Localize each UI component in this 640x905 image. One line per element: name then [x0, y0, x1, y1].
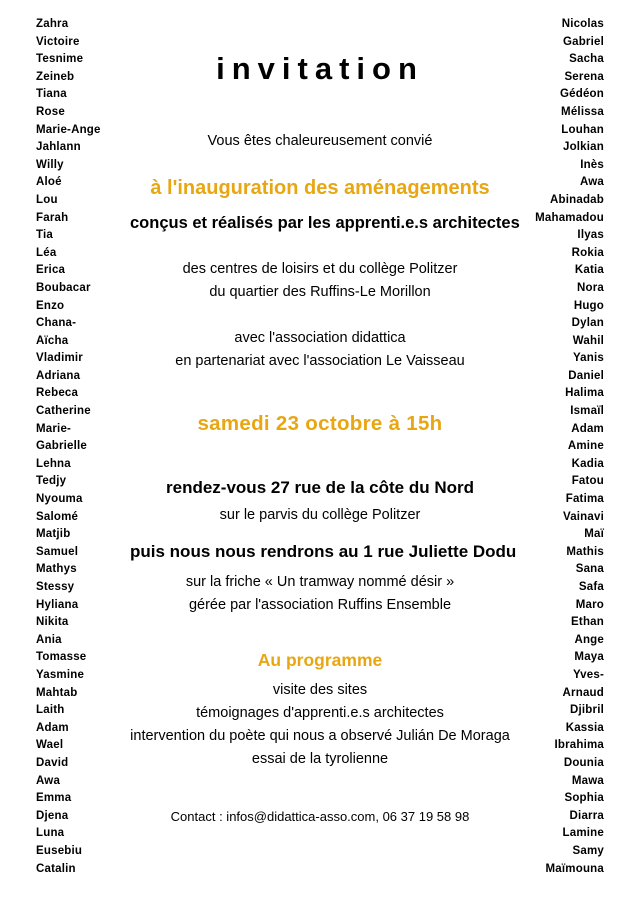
location-line-2: du quartier des Ruffins-Le Morillon: [209, 283, 431, 300]
name-entry: Emma: [36, 792, 72, 805]
name-entry: Lou: [36, 193, 58, 206]
name-entry: Gabrielle: [36, 440, 88, 453]
name-entry: Adriana: [36, 369, 81, 382]
programme-item: témoignages d'apprenti.e.s architectes: [196, 705, 444, 721]
name-entry: Awa: [36, 774, 61, 787]
name-entry: Zahra: [36, 18, 69, 30]
name-entry: Vladimir: [36, 352, 83, 365]
partner-line-2: en partenariat avec l'association Le Vaisseau: [175, 352, 465, 369]
name-entry: Dylan: [571, 317, 604, 330]
event-date: samedi 23 octobre à 15h: [197, 412, 443, 436]
name-entry: Ilyas: [577, 229, 604, 242]
name-entry: Mathis: [566, 545, 604, 558]
partners-block: [130, 327, 510, 372]
name-entry: Jolkian: [562, 141, 604, 154]
name-entry: Samuel: [36, 545, 79, 558]
programme-title: Au programme: [257, 650, 383, 671]
name-entry: Tia: [36, 229, 54, 242]
name-entry: Mélissa: [561, 105, 604, 118]
name-entry: Erica: [36, 264, 66, 277]
name-entry: Maya: [574, 651, 604, 664]
name-entry: Nora: [576, 281, 604, 294]
name-entry: Willy: [36, 158, 64, 171]
name-entry: Luna: [36, 827, 65, 840]
name-entry: Victoire: [36, 35, 80, 48]
name-entry: Adam: [571, 422, 604, 435]
name-entry: Marie-Ange: [36, 123, 101, 136]
name-entry: Ethan: [571, 616, 604, 629]
name-entry: Tedjy: [36, 475, 67, 488]
name-entry: Louhan: [561, 123, 604, 136]
name-entry: Laith: [36, 704, 65, 717]
name-entry: Serena: [564, 70, 604, 83]
name-entry: Maïmouna: [545, 862, 604, 875]
programme-item: essai de la tyrolienne: [251, 750, 389, 767]
name-entry: Yanis: [572, 352, 604, 365]
name-entry: Sana: [575, 563, 604, 576]
name-entry: Daniel: [568, 369, 604, 382]
name-entry: Fatima: [565, 493, 604, 506]
name-entry: Salomé: [36, 510, 79, 523]
name-entry: Ange: [574, 633, 604, 646]
location-line-1: des centres de loisirs et du collège Politzer: [182, 261, 458, 278]
partner-line-1: avec l'association didattica: [234, 330, 406, 347]
second-point-detail-2: gérée par l'association Ruffins Ensemble: [188, 596, 452, 613]
name-entry: Tomasse: [36, 651, 87, 664]
name-entry: Rose: [36, 105, 65, 118]
name-entry: Nyouma: [36, 493, 83, 506]
contact-line: Contact : infos@didattica-asso.com, 06 37 19 58 98: [170, 808, 470, 824]
name-entry: Maro: [575, 598, 604, 611]
meeting-point-detail: sur le parvis du collège Politzer: [219, 507, 421, 524]
name-entry: Eusebiu: [36, 844, 83, 857]
second-point-detail-1: sur la friche « Un tramway nommé désir »: [185, 574, 455, 591]
name-entry: Marie-: [36, 422, 72, 435]
name-entry: Stessy: [36, 581, 75, 593]
name-entry: Léa: [36, 246, 57, 259]
name-entry: Nicolas: [561, 18, 604, 30]
name-entry: Nikita: [36, 616, 69, 629]
name-entry: Catalin: [36, 862, 76, 875]
name-entry: Mahtab: [36, 686, 78, 699]
name-entry: Rokia: [571, 246, 604, 259]
second-meeting-point-details: [130, 571, 510, 616]
name-entry: Wael: [36, 739, 64, 752]
name-entry: Aloé: [36, 176, 62, 189]
name-entry: Tiana: [36, 88, 67, 101]
name-entry: Ismaïl: [570, 405, 604, 418]
name-entry: Gabriel: [562, 35, 604, 48]
name-entry: Halima: [565, 387, 604, 400]
name-entry: Vainavi: [562, 510, 604, 523]
name-entry: Sophia: [564, 792, 604, 805]
name-entry: Abinadab: [550, 193, 604, 206]
name-entry: Lamine: [562, 827, 604, 840]
second-meeting-point: puis nous nous rendrons au 1 rue Juliette Dodu: [130, 542, 517, 562]
name-entry: Fatou: [571, 475, 604, 488]
name-entry: Awa: [579, 176, 604, 189]
name-entry: Wahil: [572, 334, 604, 347]
meeting-point: rendez-vous 27 rue de la côte du Nord: [166, 478, 474, 498]
name-entry: Yasmine: [36, 668, 85, 681]
programme-item: visite des sites: [272, 682, 368, 699]
name-entry: Safa: [578, 581, 604, 593]
name-entry: Sacha: [569, 53, 604, 66]
name-entry: Hugo: [573, 299, 604, 312]
name-entry: Mawa: [571, 774, 604, 787]
name-entry: Hyliana: [36, 598, 79, 611]
name-entry: Adam: [36, 721, 69, 734]
programme-item: intervention du poète qui nous a observé Julián De Moraga: [130, 727, 510, 744]
name-entry: Mathys: [36, 563, 77, 576]
name-entry: Farah: [36, 211, 69, 224]
name-entry: Tesnime: [36, 53, 84, 66]
name-entry: Aïcha: [36, 334, 69, 347]
name-entry: Inès: [580, 158, 604, 171]
name-entry: Dounia: [563, 756, 604, 769]
name-entry: Ania: [36, 633, 62, 646]
name-entry: Kadia: [571, 457, 604, 470]
name-entry: Boubacar: [36, 281, 91, 294]
name-entry: Maï: [584, 528, 604, 541]
location-block: [130, 258, 510, 303]
name-entry: Gédéon: [559, 88, 604, 101]
name-entry: Arnaud: [562, 686, 604, 699]
subheadline: conçus et réalisés par les apprenti.e.s architectes: [130, 213, 520, 232]
name-entry: Ibrahima: [554, 739, 604, 752]
name-entry: Diarra: [569, 809, 604, 822]
name-entry: Katia: [574, 264, 604, 277]
name-entry: Samy: [572, 844, 604, 857]
name-entry: Djena: [36, 809, 69, 822]
programme-list: [130, 679, 510, 771]
name-entry: Rebeca: [36, 387, 79, 400]
name-entry: Matjib: [36, 528, 71, 541]
name-entry: Djibril: [570, 704, 604, 717]
name-entry: Mahamadou: [535, 211, 604, 224]
page-title: invitation: [216, 51, 424, 86]
invitation-content: [130, 0, 520, 824]
name-entry: Catherine: [36, 405, 91, 418]
name-entry: Kassia: [565, 721, 604, 734]
name-entry: Enzo: [36, 299, 65, 312]
name-entry: Jahlann: [36, 141, 81, 154]
name-entry: David: [36, 756, 69, 769]
name-entry: Lehna: [36, 457, 71, 470]
names-column-right: [494, 16, 604, 878]
headline: à l'inauguration des aménagements: [150, 176, 490, 199]
name-entry: Yves-: [572, 668, 604, 681]
name-entry: Amine: [567, 440, 604, 453]
lead-text: Vous êtes chaleureusement convié: [207, 133, 433, 150]
name-entry: Chana-: [36, 317, 77, 330]
name-entry: Zeineb: [36, 70, 75, 83]
